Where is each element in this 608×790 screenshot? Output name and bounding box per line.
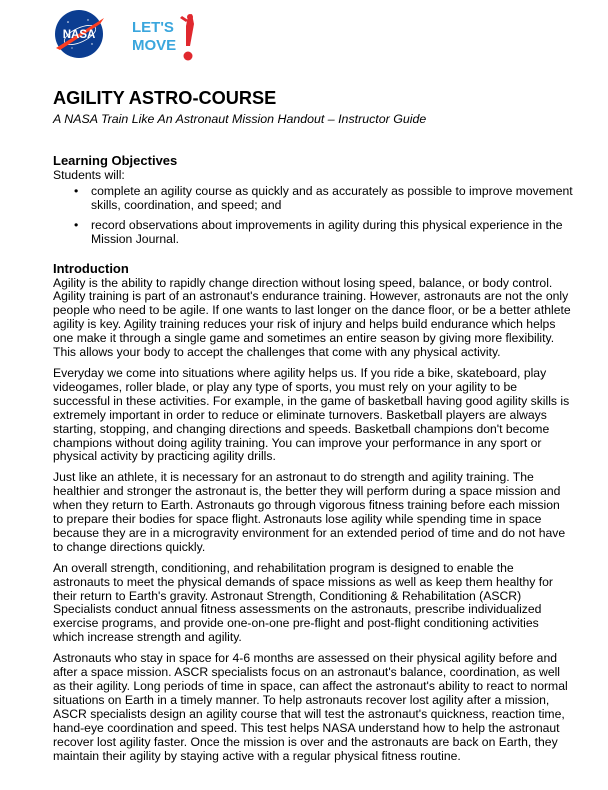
bullet-icon: • <box>74 217 79 232</box>
learning-objectives-section <box>53 153 573 247</box>
intro-paragraph: Agility is the ability to rapidly change direction without losing speed, balance, or body control. Agility training is part of an astronaut's endurance training. However, astronauts are not the only people who need to be agile. If one wants to last longer on the dance floor, or be a better athlete agility is key. Agility training reduces your risk of injury and helps build endurance which helps one make it through a single game and sometimes an entire season by giving more flexibility. This allows your body to accept the challenges that come with any physical activity. <box>53 275 571 360</box>
intro-paragraph: An overall strength, conditioning, and rehabilitation program is designed to enable the astronauts to meet the physical demands of space missions as well as keep them healthy for their return to Earth's gravity. Astronaut Strength, Conditioning & Rehabilitation (ASCR) Specialists conduct annual fitness assessments on the astronauts, prescribe individualized exercise programs, and provide one-on-one pre-flight and post-flight conditioning activities which increase strength and agility. <box>53 560 553 645</box>
document-title: AGILITY ASTRO-COURSE <box>53 88 277 108</box>
document-body <box>53 153 573 770</box>
objective-item <box>74 183 573 213</box>
objectives-list <box>53 185 573 247</box>
objective-text: complete an agility course as quickly and as accurately as possible to improve movement skills, coordination, and speed; and <box>91 183 573 212</box>
document-subtitle: A NASA Train Like An Astronaut Mission Handout – Instructor Guide <box>53 112 427 126</box>
nasa-logo-icon <box>52 8 106 60</box>
lets-move-line2: MOVE <box>132 37 177 54</box>
lets-move-line1: LET'S <box>132 19 174 36</box>
objective-text: record observations about improvements in agility during this physical experience in the Mission Journal. <box>91 217 563 246</box>
objective-item <box>74 217 573 247</box>
bullet-icon: • <box>74 183 79 198</box>
introduction-heading: Introduction <box>53 260 129 276</box>
nasa-logo-text: NASA <box>62 29 96 41</box>
intro-paragraph: Just like an athlete, it is necessary for an astronaut to do strength and agility training. The healthier and stronger the astronaut is, the better they will perform during a space mission and when they return to Earth. Astronauts go through vigorous fitness training before each mission to prepare their bodies for space flight. Astronauts lose agility while spending time in space because they are in a microgravity environment for an extended period of time and do not have to change directions quickly. <box>53 470 566 554</box>
objectives-intro: Students will: <box>53 168 125 182</box>
intro-paragraph: Everyday we come into situations where agility helps us. If you ride a bike, skateboard, play videogames, roller blade, or play any type of sports, you must rely on your agility to be successful in these activities. For example, in the game of basketball having good agility skills is extremely important in order to reduce or eliminate turnovers. Basketball players are always starting, stopping, and changing directions and speeds. Basketball champions don't become champions without doing agility training. You can improve your performance in any sport or physical activity by practicing agility drills. <box>53 365 570 464</box>
intro-paragraph: Astronauts who stay in space for 4-6 months are assessed on their physical agility before and after a space mission. ASCR specialists focus on an astronaut's balance, coordination, as well as their agility. Long periods of time in space, can affect the astronaut's ability to react to normal situations on Earth in a timely manner. To help astronauts recover lost agility after a mission, ASCR specialists design an agility course that will test the astronaut's quickness, reaction time, hand-eye coordination and speed. This test helps NASA understand how to help the astronaut recover lost agility faster. Once the mission is over and the astronauts are back on Earth, they maintain their agility by staying active with a regular physical fitness routine. <box>53 651 568 763</box>
introduction-section <box>53 261 573 764</box>
lets-move-logo-icon <box>130 12 208 66</box>
learning-objectives-heading: Learning Objectives <box>53 153 178 168</box>
